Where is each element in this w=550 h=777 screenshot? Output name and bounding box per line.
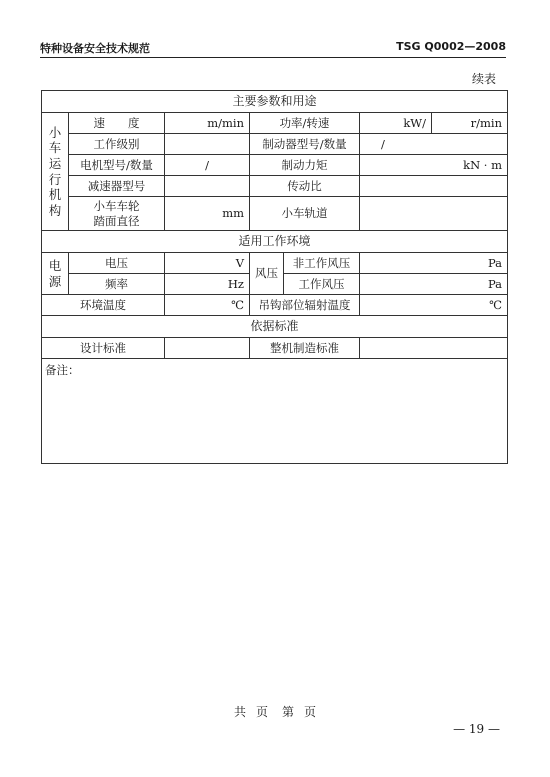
power-unit-kw[interactable]: kW/ — [360, 113, 432, 134]
speed-unit[interactable]: m/min — [165, 113, 250, 134]
parameter-form-table — [41, 90, 508, 464]
notes-label: 备注： — [45, 363, 80, 377]
footer-page-2: 页 — [304, 705, 317, 719]
page-count-footer — [0, 703, 550, 720]
header-standard-code: TSG Q0002—2008 — [396, 40, 506, 53]
manufacture-standard-value[interactable] — [360, 338, 508, 359]
manufacture-standard-label: 整机制造标准 — [250, 338, 360, 359]
wheel-diameter-unit[interactable]: mm — [165, 197, 250, 231]
footer-nth: 第 — [282, 705, 295, 719]
voltage-label: 电压 — [69, 253, 165, 274]
ratio-value[interactable] — [360, 176, 508, 197]
wind-work-label: 工作风压 — [284, 274, 360, 295]
ratio-label: 传动比 — [250, 176, 360, 197]
continued-label: 续表 — [471, 72, 496, 86]
footer-page-1: 页 — [255, 705, 268, 719]
power-unit-rpm[interactable]: r/min — [432, 113, 508, 134]
wind-pressure-group: 风压 — [250, 253, 284, 295]
header-rule — [40, 57, 506, 58]
hook-temp-label: 吊钩部位辐射温度 — [250, 295, 360, 316]
power-label: 功率/转速 — [250, 113, 360, 134]
wheel-diameter-label — [69, 197, 165, 231]
brake-torque-unit[interactable]: kN · m — [360, 155, 508, 176]
notes-cell[interactable] — [42, 359, 508, 464]
voltage-unit[interactable]: V — [165, 253, 250, 274]
motor-value[interactable]: / — [165, 155, 250, 176]
duty-class-label: 工作级别 — [69, 134, 165, 155]
footer-total: 共 — [233, 705, 246, 719]
power-supply-group: 电源 — [42, 253, 69, 295]
wind-nonwork-unit[interactable]: Pa — [360, 253, 508, 274]
motor-label: 电机型号/数量 — [69, 155, 165, 176]
header-spec-title: 特种设备安全技术规范 — [40, 42, 150, 55]
hook-temp-unit[interactable]: ℃ — [360, 295, 508, 316]
rail-value[interactable] — [360, 197, 508, 231]
wind-nonwork-label: 非工作风压 — [284, 253, 360, 274]
reducer-label: 减速器型号 — [69, 176, 165, 197]
ambient-temp-unit[interactable]: ℃ — [165, 295, 250, 316]
brake-model-label: 制动器型号/数量 — [250, 134, 360, 155]
trolley-group-label: 小车运行机构 — [42, 113, 69, 231]
design-standard-value[interactable] — [165, 338, 250, 359]
rail-label: 小车轨道 — [250, 197, 360, 231]
frequency-label: 频率 — [69, 274, 165, 295]
brake-model-slash: / — [381, 136, 385, 151]
speed-label: 速 度 — [69, 113, 165, 134]
page-number: — 19 — — [453, 722, 500, 736]
wheel-diameter-text: 小车车轮踏面直径 — [93, 198, 140, 228]
section-main-params: 主要参数和用途 — [42, 91, 508, 113]
section-basis-standards: 依据标准 — [42, 316, 508, 338]
brake-torque-label: 制动力矩 — [250, 155, 360, 176]
frequency-unit[interactable]: Hz — [165, 274, 250, 295]
reducer-value[interactable] — [165, 176, 250, 197]
duty-class-value[interactable] — [165, 134, 250, 155]
brake-model-value[interactable] — [360, 134, 508, 155]
wind-work-unit[interactable]: Pa — [360, 274, 508, 295]
design-standard-label: 设计标准 — [42, 338, 165, 359]
ambient-temp-label: 环境温度 — [42, 295, 165, 316]
section-environment: 适用工作环境 — [42, 231, 508, 253]
